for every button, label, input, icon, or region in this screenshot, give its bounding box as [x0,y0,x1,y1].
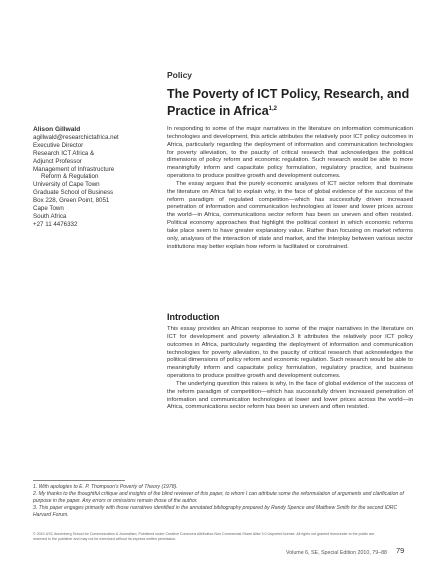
author-line: Cape Town [33,205,64,213]
article-title-text: The Poverty of ICT Policy, Research, and Practice in Africa [167,87,410,119]
introduction-body [167,326,413,412]
author-name: Alison Gillwald [33,126,81,133]
author-line: Research ICT Africa & [33,149,95,157]
page-number: 79 [396,546,405,555]
abstract-paragraph: The essay argues that the purely economic analyses of ICT sector reform that dominate the literature on Africa fail to explain why, in the face of global evidence of the success of the reform paradigm of regulated competition—which has successfully driven increased penetration of information and communication technologies at lower and lower prices across the world—in Africa, communications sector reform has been so uneven and often resisted. Political economy approaches that highlight the political context in which economic reforms take place seem to have greater explanatory value. Rather than focusing on market reforms only, analyses of the interaction of state and market, and the interplay between various sector institutions may better explain how reform is facilitated or constrained. [167,180,413,250]
introduction-paragraph: The underlying question this raises is why, in the face of global evidence of the success of the reform paradigm of competition—which has successfully driven increased penetration of information and communication technologies at lower and lower prices across the world—in Africa, communications sector reform has been so uneven and often resisted. [167,380,413,411]
footnote: 2. My thanks to the thoughtful critique and insights of the blind reviewer of this paper, to whom I can attribute some the reformulation of arguments and clarification of purpose in the paper. Any errors or omissions remain those of the author. [33,491,404,504]
footnote: 3. This paper engages primarily with those narratives identified in the annotated bibliography prepared by Randy Spence and Matthew Smith for the second IDRC Harvard Forum. [33,505,398,518]
introduction-heading: Introduction [167,312,220,322]
license-notice: © 2010 USC Annenberg School for Communication & Journalism. Published under Creative Commons Attribution-Non Commercial-Share Alike 3.0 Unported license. All rights not granted thereunder to the public are reserved to the publisher and may not be exercised without its express written permission. [33,532,375,541]
title-footnote-marks: 1,2 [268,106,278,112]
author-line: South Africa [33,212,67,220]
section-label: Policy [167,70,193,80]
author-line: Box 228, Green Point, 8051 [33,197,110,205]
author-line: +27 11 4476332 [33,220,78,228]
footnotes [33,484,413,519]
introduction-paragraph: This essay provides an African response to some of the major narratives in the literature on ICT for development and poverty alleviation.3 It attributes the relatively poor ICT policy outcomes in Africa, particularly regarding the deployment of information and communication technologies for poverty alleviation, to the paucity of critical research that acknowledges the political dimensions of policy reform and economic regulation. Such research would be able to meaningfully inform and capacitate policy formulation, regulatory practice, and business operations to produce positive growth and development outcomes. [167,326,413,380]
abstract [167,126,413,252]
abstract-paragraph: In responding to some of the major narratives in the literature on information communication technologies and development, this article attributes the relatively poor ICT policy outcomes in Africa, particularly regarding the deployment of information and communication technologies for poverty alleviation, to the paucity of critical research that acknowledges the political dimensions of policy reform and economic regulation. Such research would be able to more meaningfully inform and capacitate policy formulation, regulatory practice, and business operations to produce positive growth and development outcomes. [167,126,413,180]
author-line: Adjunct Professor [33,157,82,165]
author-email[interactable]: agillwald@researchictafrica.net [33,133,119,141]
author-line: Executive Director [33,141,84,149]
author-block [33,126,158,229]
article-title [167,87,417,119]
author-line: Reform & Regulation [41,173,99,181]
author-line: Management of Infrastructure [33,165,115,173]
author-line: Graduate School of Business [33,189,114,197]
footnote: 1. With apologies to E. P. Thompson's Poverty of Theory (1978). [33,484,178,490]
footnote-divider [33,480,125,481]
journal-citation: Volume 6, SE, Special Edition 2010, 79–88 [285,550,387,556]
author-line: University of Cape Town [33,181,100,189]
